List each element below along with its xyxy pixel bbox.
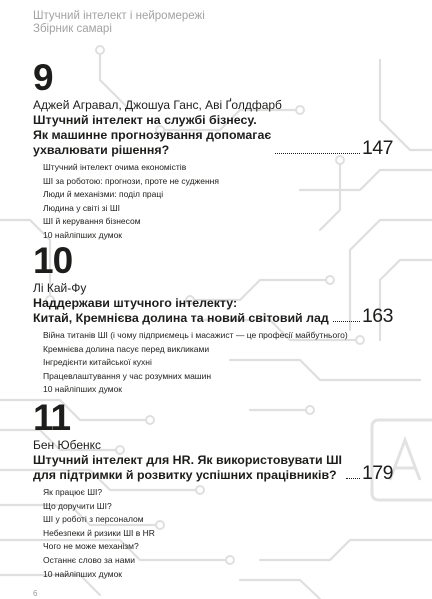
subsection-list [43, 329, 393, 397]
running-head [33, 10, 205, 36]
list-item: ШІ за роботою: прогнози, проте не судження [43, 175, 219, 186]
chapter-authors: Бен Юбенкс [33, 438, 102, 452]
list-item: Люди й механізми: поділ праці [43, 189, 164, 200]
list-item: ШІ й керування бізнесом [43, 216, 141, 227]
toc-chapter-9 [33, 57, 393, 243]
list-item: Що доручити ШІ? [43, 500, 112, 511]
chapter-title-row[interactable] [33, 453, 393, 483]
list-item: Війна титанів ШІ (і чому підприємець і масажист — це професії майбутнього) [43, 330, 348, 340]
list-item: Інгредієнти китайської кухні [43, 357, 152, 368]
chapter-title-row[interactable] [33, 296, 393, 326]
toc-chapter-10 [33, 240, 393, 397]
chapter-page-number: 163 [361, 305, 393, 327]
list-item: 10 найліпших думок [43, 568, 123, 579]
list-item: Чого не може механізм? [43, 541, 139, 552]
list-item: Кремнієва долина пасує перед викликами [43, 343, 210, 354]
running-head-subtitle: Збірник самарі [33, 23, 112, 35]
list-item: Небезпеки й ризики ШІ в HR [43, 527, 155, 538]
list-item: Як працює ШІ? [43, 487, 103, 497]
chapter-page-number: 179 [361, 462, 393, 484]
list-item: 10 найліпших думок [43, 384, 123, 395]
list-item: Штучний інтелект очима економістів [43, 162, 187, 172]
chapter-title: Штучний інтелект для HR. Як використовувати ШІ для підтримки й розвитку успішних працівників? [33, 453, 342, 482]
chapter-number: 9 [33, 57, 53, 98]
page-number: 6 [33, 589, 38, 598]
subsection-list [43, 486, 393, 581]
chapter-title: Штучний інтелект на службі бізнесу. Як машинне прогнозування допомагає ухвалювати рішення? [33, 113, 272, 157]
dot-leader [346, 478, 360, 479]
list-item: ШІ у роботі з персоналом [43, 514, 144, 525]
chapter-number: 10 [33, 240, 73, 281]
dot-leader [275, 153, 360, 154]
list-item: 10 найліпших думок [43, 229, 123, 240]
chapter-title: Наддержави штучного інтелекту: Китай, Кремнієва долина та новий світовий лад [33, 296, 329, 325]
chapter-number: 11 [33, 397, 71, 438]
dot-leader [333, 321, 360, 322]
running-head-title: Штучний інтелект і нейромережі [33, 10, 205, 22]
chapter-authors: Аджей Агравал, Джошуа Ганс, Аві Ґолдфарб [33, 98, 282, 112]
toc-chapter-11 [33, 397, 393, 581]
list-item: Працевлаштування у час розумних машин [43, 370, 212, 381]
chapter-title-row[interactable] [33, 113, 393, 158]
chapter-page-number: 147 [361, 137, 393, 159]
chapter-authors: Лі Кай-Фу [33, 281, 87, 295]
subsection-list [43, 161, 393, 243]
list-item: Останнє слово за нами [43, 554, 136, 565]
list-item: Людина у світі зі ШІ [43, 202, 120, 213]
